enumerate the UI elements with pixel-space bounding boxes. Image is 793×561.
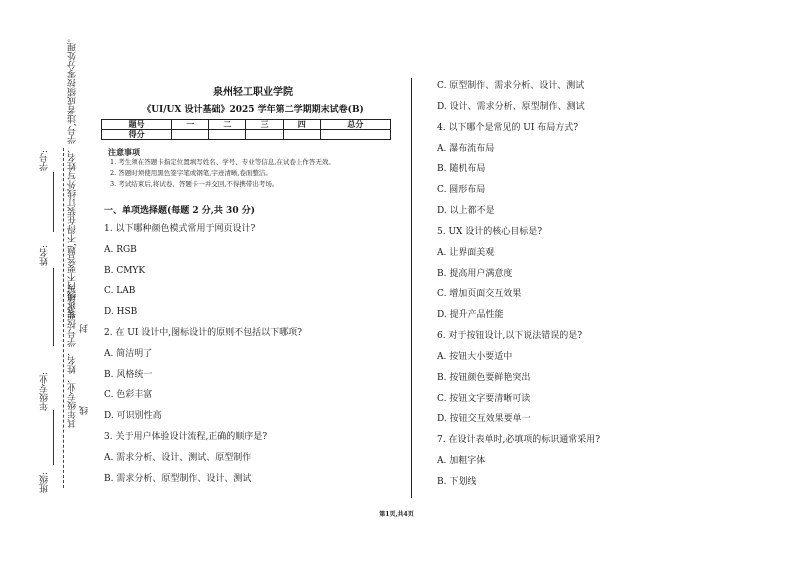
option-line: D. 以上都不是: [437, 206, 495, 216]
option-line: B. CMYK: [104, 266, 146, 276]
score-header-cell: 二: [209, 120, 246, 130]
question-line: 5. UX 设计的核心目标是?: [437, 227, 543, 237]
question-line: 1. 以下哪种颜色模式常用于网页设计?: [104, 224, 256, 234]
option-line: D. 按钮交互效果要单一: [437, 414, 531, 424]
school-name: 泉州轻工职业学院: [213, 87, 293, 98]
option-line: D. 设计、需求分析、原型制作、测试: [437, 102, 585, 112]
score-cell[interactable]: [283, 130, 320, 140]
option-line: D. HSB: [104, 307, 138, 317]
notice-item: 1. 考生须在答题卡指定位置填写姓名、学号、专业等信息,在试卷上作答无效。: [110, 158, 335, 166]
student-id-line: [53, 172, 54, 232]
score-table-header-row: [102, 120, 391, 130]
score-cell[interactable]: [320, 130, 390, 140]
option-line: A. RGB: [104, 245, 137, 255]
score-header-cell: 四: [283, 120, 320, 130]
notice-item: 2. 答题时须使用黑色签字笔或钢笔,字迹清晰,卷面整洁。: [110, 169, 272, 177]
section-title: 一、单项选择题(每题 2 分,共 30 分): [104, 206, 255, 216]
binding-dash-line: [63, 148, 64, 488]
score-cell[interactable]: [172, 130, 209, 140]
score-row-label: 得分: [102, 130, 172, 140]
score-cell[interactable]: [246, 130, 283, 140]
notice-title: 注意事项: [108, 147, 140, 157]
seal-note-bottom: 其年级专业、姓名、学号按要求填写: [68, 284, 78, 428]
score-header-cell: 总分: [320, 120, 390, 130]
option-line: B. 随机布局: [437, 164, 486, 174]
class-label: 班级:: [40, 472, 50, 494]
option-line: A. 简洁明了: [104, 349, 153, 359]
score-header-cell: 一: [172, 120, 209, 130]
option-line: C. 原型制作、需求分析、设计、测试: [437, 81, 585, 91]
option-line: D. 提升产品性能: [437, 310, 504, 320]
student-id-label: 学号:: [40, 150, 50, 172]
name-label: 姓名:: [40, 245, 50, 267]
option-line: C. 按钮文字要清晰可读: [437, 394, 531, 404]
option-line: C. LAB: [104, 286, 136, 296]
option-line: B. 风格统一: [104, 370, 153, 380]
option-line: A. 让界面美观: [437, 248, 495, 258]
exam-title: 《UI/UX 设计基础》2025 学年第二学期期末试卷(B): [142, 105, 364, 115]
grade-major-line: [53, 410, 54, 465]
score-cell[interactable]: [209, 130, 246, 140]
notice-item: 3. 考试结束后,将试卷、答题卡一并交回,不得携带出考场。: [110, 180, 279, 188]
question-line: 7. 在设计表单时,必填项的标识通常采用?: [437, 435, 601, 445]
option-line: C. 色彩丰富: [104, 390, 153, 400]
option-line: B. 提高用户满意度: [437, 269, 513, 279]
seal-note-top: 装订线内不要答题,不得在装订线外写姓名、学号,违者成绩按零分处理。: [68, 33, 78, 318]
option-line: A. 需求分析、设计、测试、原型制作: [104, 453, 252, 463]
option-line: B. 按钮颜色要鲜艳突出: [437, 373, 531, 383]
question-line: 6. 对于按钮设计,以下说法错误的是?: [437, 331, 583, 341]
page-footer: 第1页,共4页: [379, 511, 414, 518]
score-header-cell: 三: [246, 120, 283, 130]
option-line: C. 圆形布局: [437, 185, 486, 195]
line-mark: 线: [80, 406, 90, 415]
question-line: 4. 以下哪个是常见的 UI 布局方式?: [437, 123, 579, 133]
option-line: D. 可识别性高: [104, 411, 162, 421]
option-line: A. 瀑布流布局: [437, 144, 495, 154]
option-line: B. 下划线: [437, 477, 477, 487]
option-line: A. 按钮大小要适中: [437, 352, 513, 362]
question-line: 2. 在 UI 设计中,图标设计的原则不包括以下哪项?: [104, 328, 302, 338]
option-line: A. 加粗字体: [437, 456, 486, 466]
score-header-cell: 题号: [102, 120, 172, 130]
column-divider: [411, 78, 412, 498]
name-line: [53, 268, 54, 346]
question-line: 3. 关于用户体验设计流程,正确的顺序是?: [104, 432, 268, 442]
option-line: B. 需求分析、原型制作、设计、测试: [104, 474, 252, 484]
score-table-score-row: [102, 130, 391, 140]
option-line: C. 增加页面交互效果: [437, 289, 522, 299]
grade-major-label: 年级专业:: [40, 372, 50, 412]
seal-mark: 封: [80, 324, 90, 333]
score-table: [101, 119, 391, 140]
